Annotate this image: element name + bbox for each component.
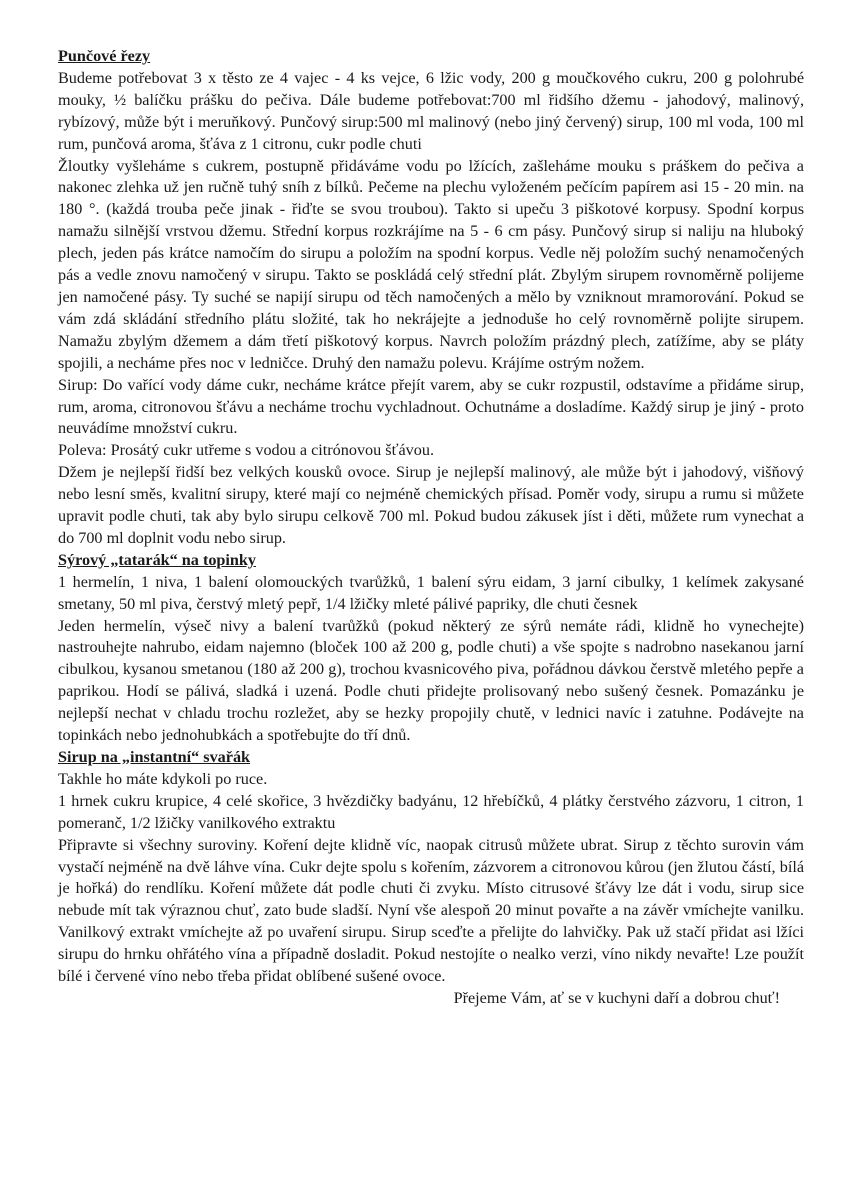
recipe-title: Sirup na „instantní“ svařák [58,748,251,766]
intro-paragraph: Takhle ho máte kdykoli po ruce. [58,769,268,788]
closing-wish: Přejeme Vám, ať se v kuchyni daří a dobrou chuť! [453,988,780,1007]
instructions-paragraph: Jeden hermelín, výseč nivy a balení tvarůžků (pokud některý ze sýrů nemáte rádi, klidně ho vynechejte) nastrouhejte nahrubo, eidam najemno (bloček 100 až 200 g, podle chuti) a vše spojte s nadrobno nasekanou jarní cibulkou, kysanou smetanou (180 až 200 g), trochou kvasnicového piva, pořádnou dávkou čerstvě mletého pepře a paprikou. Hodí se pálivá, sladká i uzená. Podle chuti přidejte prolisovaný nebo sušený česnek. Pomazánku je nejlepší nechat v chladu trochu rozležet, aby se hezky propojily chutě, v lednici navíc i zatuhne. Podávejte na topinkách nebo jednohubkách a spotřebujte do tří dnů. [58,616,804,745]
recipe-title: Punčové řezy [58,47,151,65]
syrup-paragraph: Sirup: Do vařící vody dáme cukr, necháme krátce přejít varem, aby se cukr rozpustil, odstavíme a přidáme sirup, rum, aroma, citronovou šťávu a necháme trochu vychladnout. Ochutnáme a dosladíme. Každý sirup je jiný - proto neuvádíme množství cukru. [58,375,804,438]
instructions-paragraph: Připravte si všechny suroviny. Koření dejte klidně víc, naopak citrusů můžete ubrat. Sirup z těchto surovin vám vystačí nejméně na dvě láhve vína. Cukr dejte spolu s kořením, zázvorem a citronovou kůrou (jen žlutou částí, bílá je hořká) do rendlíku. Koření můžete dát podle chuti či zvyku. Místo citrusové šťávy lze dát i vodu, sirup sice nebude mít tak výraznou chuť, zato bude sladší. Nyní vše alespoň 20 minut povařte a na závěr vmíchejte vanilku. Vanilkový extrakt vmíchejte až po uvaření sirupu. Sirup sceďte a přelijte do lahvičky. Pak už stačí přidat asi lžíci sirupu do hrnku ohřátého vína a případně dosladit. Pokud nestojíte o nealko verzi, víno nikdy nevařte! Lze použít bílé i červené víno nebo třeba přidat oblíbené sušené ovoce. [58,835,804,986]
recipe-title: Sýrový „tatarák“ na topinky [58,550,257,569]
tips-paragraph: Džem je nejlepší řidší bez velkých kousků ovoce. Sirup je nejlepší malinový, ale může být i jahodový, višňový nebo lesní směs, kvalitní sirupy, které mají co nejméně chemických přísad. Poměr vody, sirupu a rumu si můžete upravit podle chuti, tak aby bylo sirupu celkově 700 ml. Pokud budou zákusek jíst i děti, můžete rum vynechat a do 700 ml doplnit vodu nebo sirup. [58,463,804,547]
ingredients-paragraph: 1 hrnek cukru krupice, 4 celé skořice, 3 hvězdičky badyánu, 12 hřebíčků, 4 plátky čerstvého zázvoru, 1 citron, 1 pomeranč, 1/2 lžičky vanilkového extraktu [58,791,804,832]
ingredients-paragraph: Budeme potřebovat 3 x těsto ze 4 vajec - 4 ks vejce, 6 lžic vody, 200 g moučkového cukru, 200 g polohrubé mouky, ½ balíčku prášku do pečiva. Dále budeme potřebovat:700 ml řidšího džemu - jahodový, malinový, rybízový, může být i meruňkový. Punčový sirup:500 ml malinový (nebo jiný červený) sirup, 100 ml voda, 100 ml rum, punčová aroma, šťáva z 1 citronu, cukr podle chuti [58,68,804,153]
ingredients-paragraph: 1 hermelín, 1 niva, 1 balení olomouckých tvarůžků, 1 balení sýru eidam, 3 jarní cibulky, 1 kelímek zakysané smetany, 50 ml piva, čerstvý mletý pepř, 1/4 lžičky mleté pálivé papriky, dle chuti česnek [58,572,804,613]
recipe-mulled-wine-syrup [58,747,804,988]
icing-paragraph: Poleva: Prosátý cukr utřeme s vodou a citrónovou šťávou. [58,441,435,460]
instructions-paragraph: Žloutky vyšleháme s cukrem, postupně přidáváme vodu po lžících, zašleháme mouku s práškem do pečiva a nakonec zlehka už jen ručně tuhý sníh z bílků. Pečeme na plechu vyloženém pečícím papírem asi 15 - 20 min. na 180 °. (každá trouba peče jinak - řiďte se svou troubou). Takto si upeču 3 piškotové korpusy. Spodní korpus namažu silnější vrstvou džemu. Střední korpus rozkrájíme na 5 - 6 cm pásy. Punčový sirup si naliju na hluboký plech, jeden pás krátce namočím do sirupu a položím na spodní korpus. Vedle něj položím suchý nenamočených pás a vedle znovu namočený v sirupu. Takto se poskládá celý střední plát. Zbylým sirupem rovnoměrně polijeme jen namočené pásy. Ty suché se napijí sirupu od těch namočených a mělo by vzniknout mramorování. Pokud se vám zdá skládání středního plátu složité, tak ho nekrájejte a jednoduše ho celý rovnoměrně polijte sirupem. Namažu zbylým džemem a dám třetí piškotový korpus. Navrch položím prázdný plech, zatížíme, aby se pláty spojili, a necháme přes noc v ledničce. Druhý den namažu polevu. Krájíme ostrým nožem. [58,156,804,372]
recipe-cheese-tartare [58,550,804,747]
document-page [58,46,804,1010]
recipe-punc-slices [58,46,804,550]
